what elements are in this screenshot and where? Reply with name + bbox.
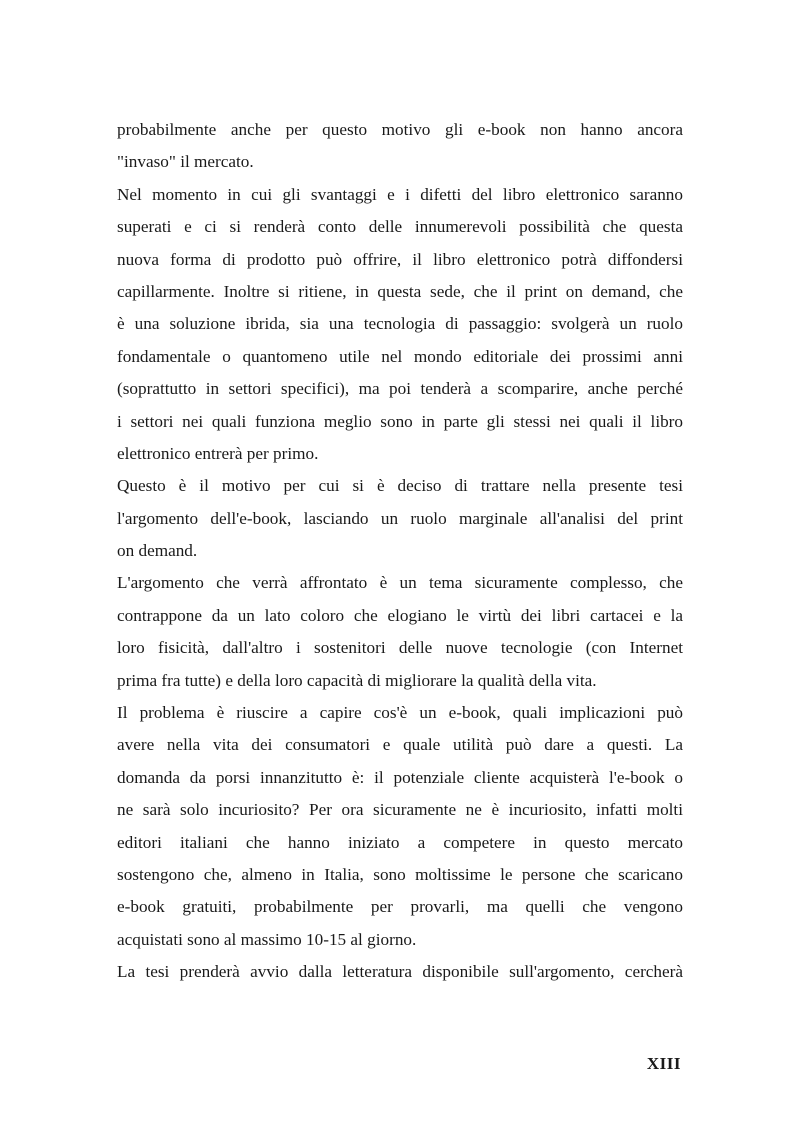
text-line: La tesi prenderà avvio dalla letteratura disponibile sull'argomento, cercherà: [117, 962, 683, 982]
text-line: loro fisicità, dall'altro i sostenitori delle nuove tecnologie (con Internet: [117, 638, 683, 658]
text-line: i settori nei quali funziona meglio sono in parte gli stessi nei quali il libro: [117, 411, 683, 431]
text-line: e-book gratuiti, probabilmente per provarli, ma quelli che vengono: [117, 897, 683, 917]
text-line: nuova forma di prodotto può offrire, il libro elettronico potrà diffondersi: [117, 249, 683, 269]
text-line: è una soluzione ibrida, sia una tecnologia di passaggio: svolgerà un ruolo: [117, 314, 683, 334]
text-line: superati e ci si renderà conto delle innumerevoli possibilità che questa: [117, 217, 683, 237]
body-text: [117, 114, 683, 989]
text-line: domanda da porsi innanzitutto è: il potenziale cliente acquisterà l'e-book o: [117, 767, 683, 787]
text-line: capillarmente. Inoltre si ritiene, in questa sede, che il print on demand, che: [117, 281, 683, 301]
text-line: (soprattutto in settori specifici), ma poi tenderà a scomparire, anche perché: [117, 379, 683, 399]
text-line: elettronico entrerà per primo.: [117, 443, 319, 463]
text-line: on demand.: [117, 541, 198, 561]
text-line: Nel momento in cui gli svantaggi e i difetti del libro elettronico saranno: [117, 184, 683, 204]
text-line: L'argomento che verrà affrontato è un tema sicuramente complesso, che: [117, 573, 683, 593]
page-number: XIII: [646, 1054, 681, 1073]
text-line: avere nella vita dei consumatori e quale utilità può dare a questi. La: [117, 735, 683, 755]
text-line: prima fra tutte) e della loro capacità di migliorare la qualità della vita.: [117, 670, 597, 690]
text-line: Questo è il motivo per cui si è deciso di trattare nella presente tesi: [117, 476, 683, 496]
text-line: acquistati sono al massimo 10-15 al giorno.: [117, 929, 417, 949]
text-line: sostengono che, almeno in Italia, sono moltissime le persone che scaricano: [117, 864, 683, 884]
text-line: ne sarà solo incuriosito? Per ora sicuramente ne è incuriosito, infatti molti: [117, 800, 683, 820]
text-line: probabilmente anche per questo motivo gli e-book non hanno ancora: [117, 120, 683, 139]
text-line: editori italiani che hanno iniziato a competere in questo mercato: [117, 832, 683, 852]
text-line: "invaso" il mercato.: [117, 152, 254, 172]
text-line: Il problema è riuscire a capire cos'è un e-book, quali implicazioni può: [117, 703, 683, 723]
text-line: fondamentale o quantomeno utile nel mondo editoriale dei prossimi anni: [117, 346, 683, 366]
text-line: l'argomento dell'e-book, lasciando un ruolo marginale all'analisi del print: [117, 508, 683, 528]
text-line: contrappone da un lato coloro che elogiano le virtù dei libri cartacei e la: [117, 605, 683, 625]
